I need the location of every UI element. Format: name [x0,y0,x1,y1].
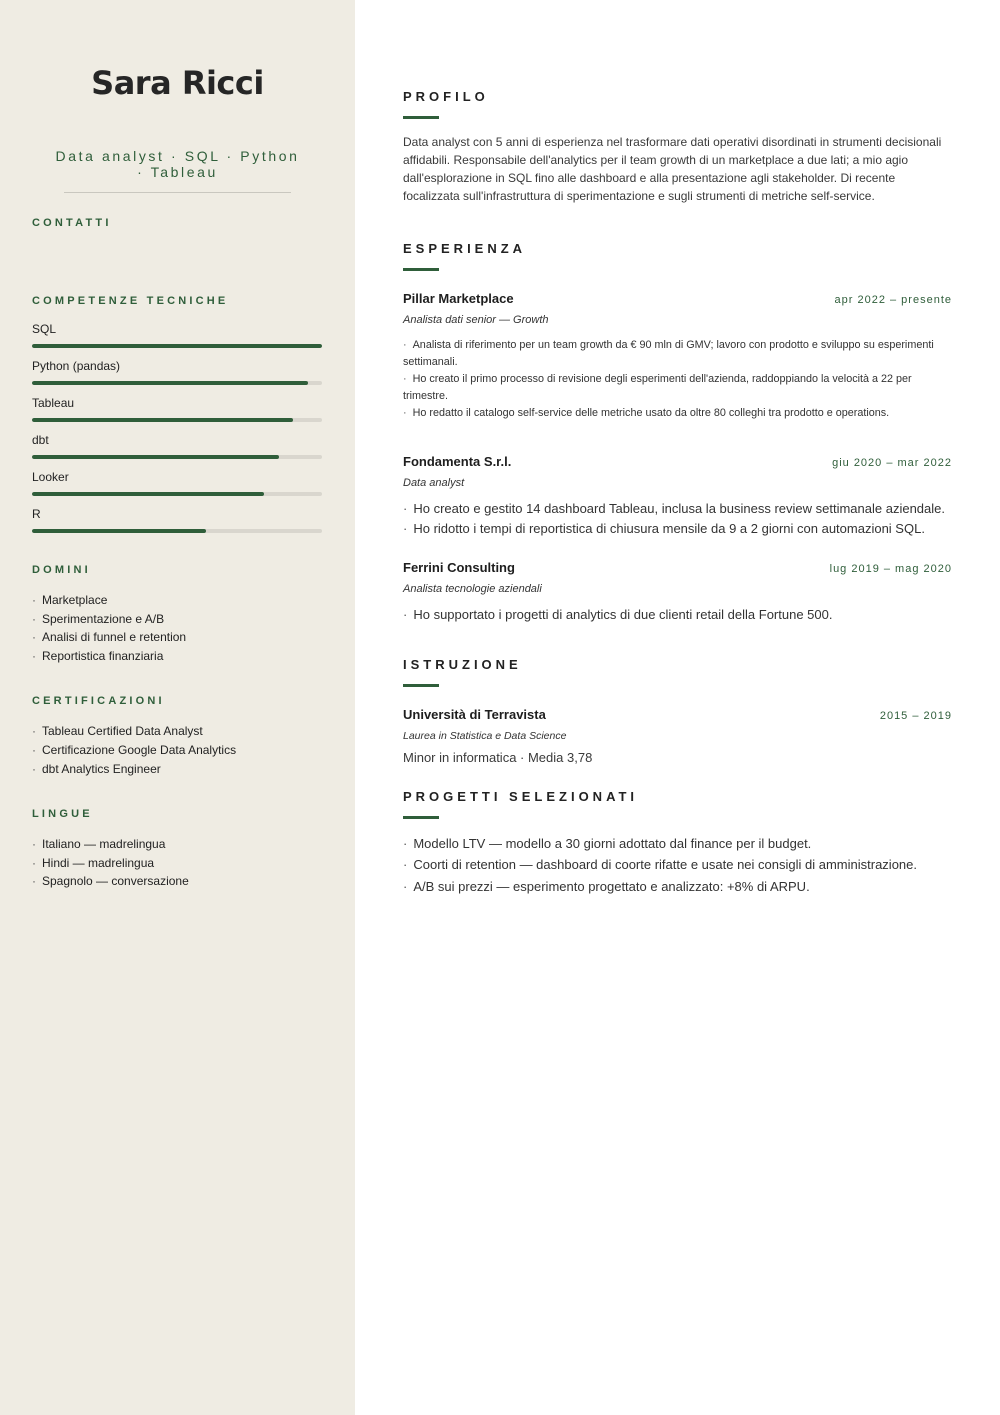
list-item: · Ho creato il primo processo di revisione degli esperimenti dell'azienda, raddoppiando la velocità a 22 per trimestre. [403,371,952,405]
sidebar [0,0,355,1415]
company-name: Fondamenta S.r.l. [403,454,512,469]
job-dates: lug 2019 – mag 2020 [829,563,952,575]
education-detail: Minor in informatica · Media 3,78 [403,749,593,765]
company-name: Pillar Marketplace [403,291,514,306]
projects-heading: PROGETTI SELEZIONATI [403,788,639,804]
skill-bar-fill [32,418,293,422]
list-item: · Certificazione Google Data Analytics [32,741,323,760]
profile-text: Data analyst con 5 anni di esperienza nel trasformare dati operativi disordinati in strumenti decisionali affidabili. Responsabile dell'analytics per il team growth di un marketplace a due lati; a mio agio dall'esplorazione in SQL fino alle dashboard e alla presentazione agli stakeholder. Di recente focalizzata sull'infrastruttura di sperimentazione e sugli strumenti di metriche self-service. [403,135,942,203]
tagline: Data analyst · SQL · Python · Tableau [55,148,300,180]
job-header [403,291,952,306]
education-dates: 2015 – 2019 [879,709,952,722]
job-role: Data analyst [403,477,465,489]
job-header [403,560,952,575]
languages-list [32,835,323,891]
job-bullets [403,337,952,422]
list-item: · Modello LTV — modello a 30 giorni adottato dal finance per il budget. [403,833,952,855]
contacts-heading: CONTATTI [32,217,112,229]
skills-heading: COMPETENZE TECNICHE [32,295,229,307]
job-role: Analista tecnologie aziendali [403,583,542,595]
projects-list [403,833,952,898]
domains-list [32,591,323,665]
skill-item [32,322,323,359]
list-item: · Spagnolo — conversazione [32,872,323,891]
section-rule [403,816,439,819]
list-item: · Marketplace [32,591,323,610]
list-item: · dbt Analytics Engineer [32,760,323,779]
job-entry [403,560,952,625]
school-name: Università di Terravista [403,706,546,722]
job-role: Analista dati senior — Growth [403,314,549,326]
job-entry [403,291,952,422]
education-heading: ISTRUZIONE [403,656,522,672]
list-item: · Ho supportato i progetti di analytics di due clienti retail della Fortune 500. [403,605,952,625]
list-item: · A/B sui prezzi — esperimento progettato e analizzato: +8% di ARPU. [403,876,952,898]
job-entry [403,454,952,538]
list-item: · Sperimentazione e A/B [32,610,323,629]
skill-name: SQL [32,322,57,336]
skill-bar [32,492,322,496]
skill-bar [32,529,322,533]
profile-heading: PROFILO [403,89,489,104]
skill-name: Python (pandas) [32,359,121,373]
skill-name: R [32,507,41,521]
list-item: · Ho ridotto i tempi di reportistica di chiusura mensile da 9 a 2 giorni con automazioni SQL. [403,519,952,539]
list-item: · Coorti di retention — dashboard di coorte rifatte e usate nei consigli di amministrazione. [403,854,952,876]
skill-name: dbt [32,433,49,447]
skills-list [32,322,323,544]
list-item: · Ho redatto il catalogo self-service delle metriche usato da oltre 80 colleghi tra prodotto e operations. [403,405,952,422]
skill-name: Tableau [32,396,75,410]
list-item: · Reportistica finanziaria [32,647,323,666]
skill-bar-fill [32,492,264,496]
sidebar-divider [64,192,291,193]
list-item: · Italiano — madrelingua [32,835,323,854]
list-item: · Hindi — madrelingua [32,854,323,873]
job-dates: apr 2022 – presente [834,294,952,306]
skill-bar-fill [32,381,308,385]
skill-item [32,433,323,470]
certifications-heading: CERTIFICAZIONI [32,695,165,708]
list-item: · Analisi di funnel e retention [32,628,323,647]
skill-bar [32,381,322,385]
degree: Laurea in Statistica e Data Science [403,729,567,742]
skill-bar [32,418,322,422]
job-dates: giu 2020 – mar 2022 [832,457,952,469]
skill-name: Looker [32,470,69,484]
skill-item [32,470,323,507]
certifications-list [32,722,323,778]
domains-heading: DOMINI [32,564,91,576]
experience-heading: ESPERIENZA [403,241,527,256]
skill-item [32,396,323,433]
job-bullets [403,605,952,625]
skill-bar-fill [32,529,206,533]
list-item: · Ho creato e gestito 14 dashboard Tableau, inclusa la business review settimanale aziendale. [403,499,952,519]
main-content [355,0,1000,1415]
skill-bar-fill [32,455,279,459]
job-bullets [403,499,952,538]
section-rule [403,116,439,119]
skill-bar-fill [32,344,322,348]
education-entry [403,707,952,765]
list-item: · Tableau Certified Data Analyst [32,722,323,741]
education-header [403,707,952,722]
skill-bar [32,455,322,459]
job-header [403,454,952,469]
skill-item [32,359,323,396]
skill-item [32,507,323,544]
candidate-name: Sara Ricci [91,64,264,102]
section-rule [403,684,439,687]
section-rule [403,268,439,271]
company-name: Ferrini Consulting [403,560,515,575]
languages-heading: LINGUE [32,808,93,821]
skill-bar [32,344,322,348]
list-item: · Analista di riferimento per un team growth da € 90 mln di GMV; lavoro con prodotto e sviluppo su esperimenti settimanali. [403,337,952,371]
